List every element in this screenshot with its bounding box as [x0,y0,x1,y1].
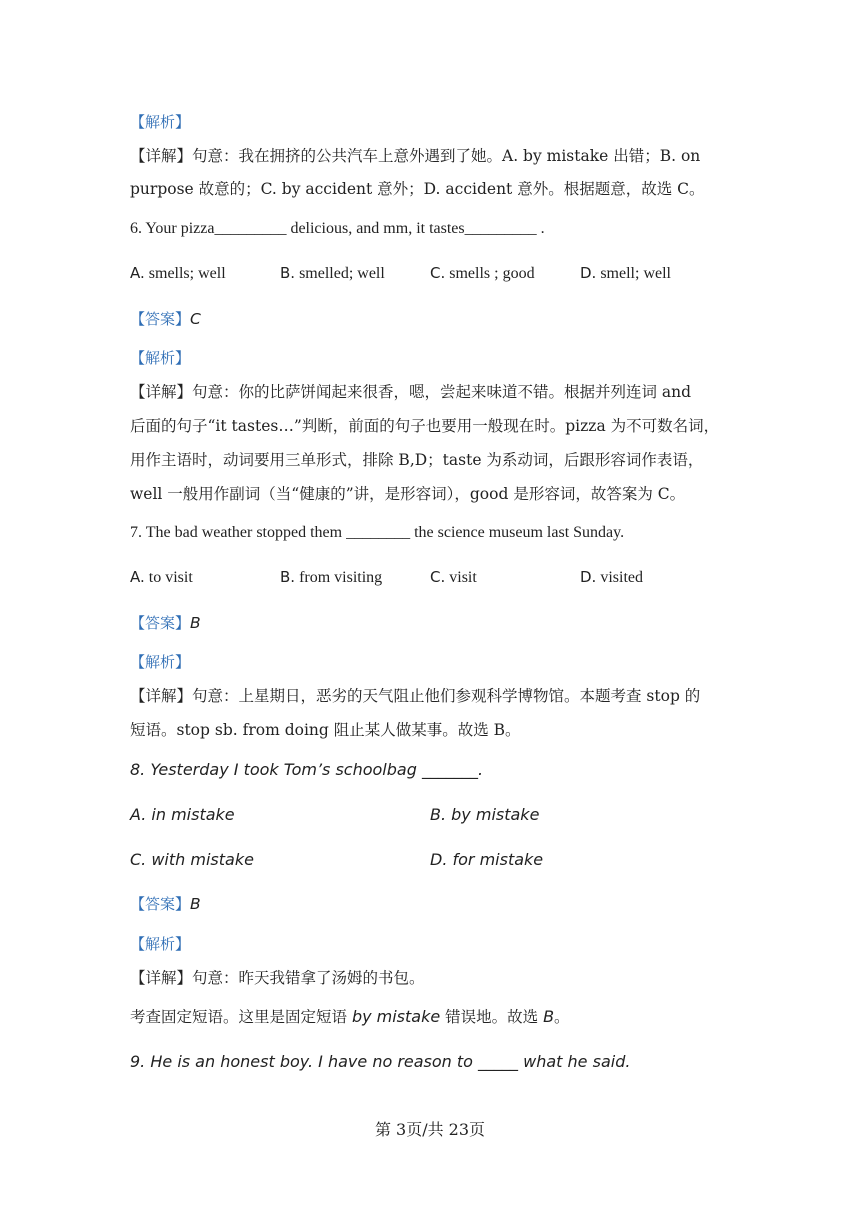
q7-analysis-label: 【解析】 [130,653,191,671]
q8-option-a: A. in mistake [130,805,235,824]
q6-option-c [430,264,535,283]
answer-label: 【答案】 [130,614,191,632]
question-7: 7. The bad weather stopped them ________ the science museum last Sunday. [130,524,625,541]
q6-detail-1: 【详解】句意：你的比萨饼闻起来很香，嗯，尝起来味道不错。根据并列连词 and [130,383,692,401]
q8-option-d: D. for mistake [430,850,544,869]
q8-detail-2 [130,1007,730,1027]
q8-option-b: B. by mistake [430,805,540,824]
option-text: smelled; well [299,265,385,282]
option-letter: D. [580,264,597,282]
detail-text: 错误地。故选 [440,1008,544,1026]
answer-label: 【答案】 [130,310,191,328]
option-text: smells; well [148,265,226,282]
q6-analysis-label: 【解析】 [130,349,191,367]
option-letter: C. [430,264,446,282]
detail-text: 考查固定短语。这里是固定短语 [130,1008,352,1026]
page-footer: 第 3页/共 23页 [374,1120,486,1139]
option-text: visited [600,569,643,586]
question-9: 9. He is an honest boy. I have no reason to _____ what he said. [130,1052,631,1071]
answer-letter: B [543,1007,555,1026]
question-6: 6. Your pizza_________ delicious, and mm, it tastes_________ . [130,220,545,237]
q6-option-b [280,264,385,283]
option-letter: D. [580,568,597,586]
q6-answer [130,309,730,329]
q6-detail-4: well 一般用作副词（当“健康的”讲，是形容词），good 是形容词，故答案为 C。 [130,485,686,503]
q7-option-d [580,568,643,587]
option-text: visit [449,569,477,586]
option-text: smells ; good [449,265,535,282]
q6-detail-3: 用作主语时，动词要用三单形式，排除 B,D；taste 为系动词，后跟形容词作表语， [130,451,704,469]
q7-option-c [430,568,477,587]
q6-option-d [580,264,671,283]
option-text: from visiting [299,569,383,586]
q6-detail-2: 后面的句子“it tastes…”判断，前面的句子也要用一般现在时。pizza 为不可数名词， [130,417,720,435]
q8-answer [130,894,730,914]
question-8: 8. Yesterday I took Tom’s schoolbag _______. [130,760,484,779]
q7-option-b [280,568,382,587]
phrase-by-mistake: by mistake [351,1007,441,1026]
option-letter: C. [430,568,446,586]
option-letter: A. [130,568,145,586]
answer-value: C [190,310,201,328]
q8-detail-1: 【详解】句意：昨天我错拿了汤姆的书包。 [130,969,425,987]
q8-option-c: C. with mistake [130,850,254,869]
q8-analysis-label: 【解析】 [130,935,191,953]
q7-detail-1: 【详解】句意：上星期日，恶劣的天气阻止他们参观科学博物馆。本题考查 stop 的 [130,687,701,705]
detail-line-2: purpose 故意的；C. by accident 意外；D. accident 意外。根据题意，故选 C。 [130,180,705,198]
q7-answer [130,613,730,633]
detail-line-1: 【详解】句意：我在拥挤的公共汽车上意外遇到了她。A. by mistake 出错；B. on [130,147,701,165]
option-letter: A. [130,264,145,282]
q7-detail-2: 短语。stop sb. from doing 阻止某人做某事。故选 B。 [130,721,521,739]
option-text: to visit [148,569,193,586]
answer-label: 【答案】 [130,895,191,913]
option-text: smell; well [600,265,671,282]
q7-option-a [130,568,193,587]
answer-value: B [190,614,201,632]
answer-value: B [190,895,201,913]
q6-option-a [130,264,226,283]
analysis-label: 【解析】 [130,113,191,131]
detail-text: 。 [554,1008,570,1026]
option-letter: B. [280,568,296,586]
option-letter: B. [280,264,296,282]
